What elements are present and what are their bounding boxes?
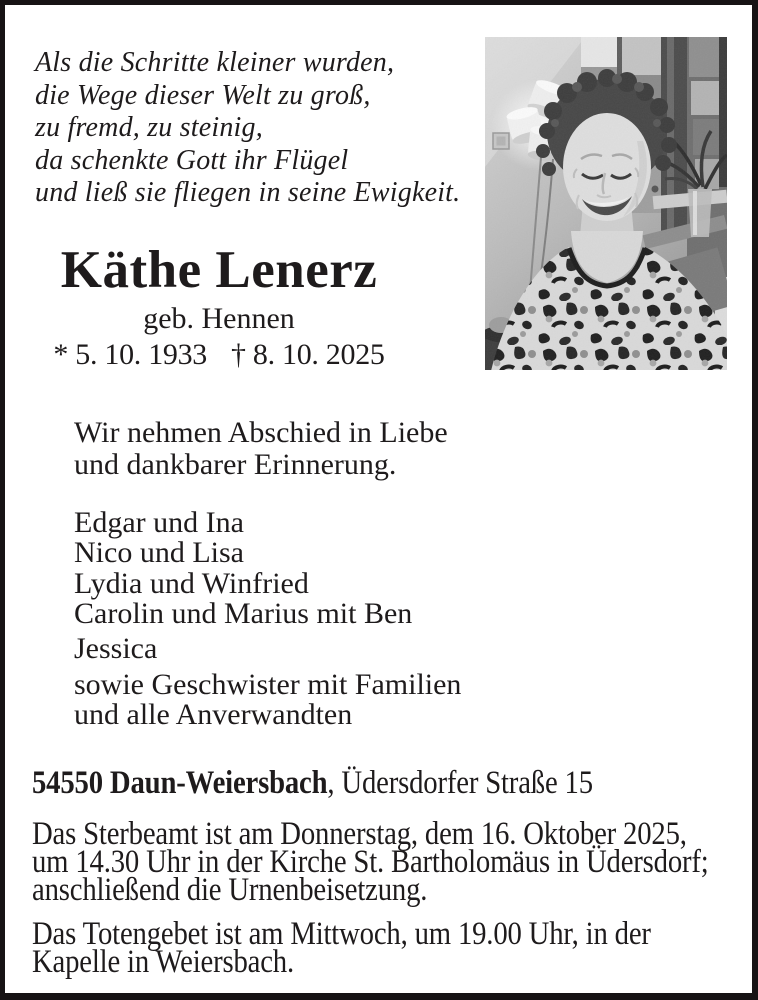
mourner-line: Edgar und Ina (74, 506, 244, 539)
mourners-list (74, 508, 461, 730)
mourners-group (74, 508, 461, 568)
service-line: anschließend die Urnenbeisetzung. (32, 872, 428, 908)
mourner-line: und alle Anverwandten (74, 698, 353, 731)
life-dates (7, 337, 431, 373)
death-date: † 8. 10. 2025 (231, 338, 385, 371)
poem-line: die Wege dieser Welt zu groß, (35, 79, 371, 111)
poem-line: zu fremd, zu steinig, (35, 112, 263, 143)
deceased-block (7, 241, 431, 373)
address-line (32, 765, 593, 801)
farewell-line: Wir nehmen Abschied in Liebe (74, 416, 448, 449)
poem-line: und ließ sie fliegen in seine Ewigkeit. (35, 177, 461, 208)
poem-line: Als die Schritte kleiner wurden, (35, 47, 395, 78)
prayer-line: Kapelle in Weiersbach. (32, 944, 294, 980)
farewell-line: und dankbarer Erinnerung. (74, 448, 397, 481)
poem-line: da schenkte Gott ihr Flügel (35, 144, 349, 176)
mourner-line: Lydia und Winfried (74, 567, 309, 600)
address-locality: 54550 Daun-Weiersbach (32, 765, 328, 801)
address (32, 765, 677, 801)
maiden-name: geb. Hennen (143, 302, 295, 335)
birth-date: * 5. 10. 1933 (53, 338, 207, 371)
service-info (32, 816, 758, 908)
prayer-line: Das Totengebet ist am Mittwoch, um 19.00 Uhr, in der (32, 916, 651, 952)
mourner-line: sowie Geschwister mit Familien (74, 668, 462, 701)
service-line: um 14.30 Uhr in der Kirche St. Bartholomäus in Üdersdorf; (32, 844, 709, 880)
mourner-line: Nico und Lisa (74, 536, 244, 569)
prayer-info (32, 916, 743, 980)
mourner-line: Jessica (74, 632, 158, 665)
portrait-photo (485, 37, 727, 370)
service-line: Das Sterbeamt ist am Donnerstag, dem 16. Oktober 2025, (32, 816, 687, 852)
mourners-group (74, 569, 461, 629)
deceased-name: Käthe Lenerz (60, 241, 378, 299)
poem (35, 47, 460, 210)
farewell-text (74, 417, 448, 481)
mourners-group (74, 670, 461, 730)
mourners-group (74, 634, 461, 664)
mourner-line: Carolin und Marius mit Ben (74, 597, 413, 630)
address-street: , Üdersdorfer Straße 15 (327, 765, 593, 801)
